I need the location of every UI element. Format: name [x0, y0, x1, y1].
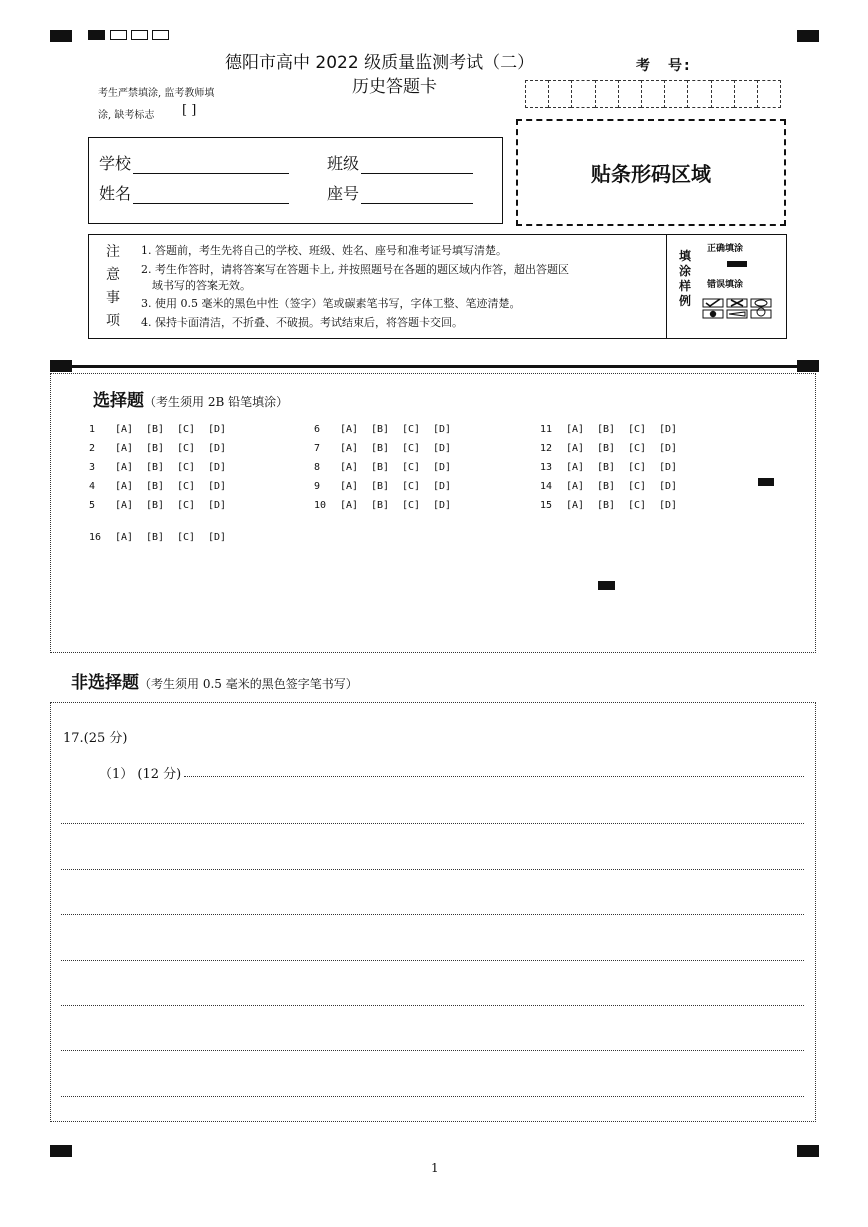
choice-bubble[interactable]: [D] — [433, 481, 452, 492]
timing-mark-empty — [110, 30, 127, 40]
timing-mark-right — [758, 478, 774, 486]
wrong-fill-label: 错误填涂 — [707, 280, 744, 290]
corner-mark-bottom-right — [797, 1145, 819, 1157]
question-number: 12 — [540, 443, 553, 454]
timing-mark-empty — [131, 30, 148, 40]
question-number: 1 — [89, 424, 96, 435]
notice-line: 域书写的答案无效。 — [141, 279, 251, 292]
name-label: 姓名 — [99, 184, 132, 203]
notice-heading: 注 意 事 项 — [106, 244, 120, 329]
separator-mark-right — [797, 360, 819, 372]
choice-bubble[interactable]: [B] — [597, 500, 616, 511]
choice-bubble[interactable]: [C] — [402, 462, 421, 473]
choice-bubble[interactable]: [A] — [340, 481, 359, 492]
choice-bubble[interactable]: [B] — [146, 443, 165, 454]
choice-bubble[interactable]: [D] — [208, 481, 227, 492]
notice-line: 3. 使用 0.5 毫米的黑色中性（签字）笔或碳素笔书写，字体工整、笔迹清楚。 — [141, 297, 521, 310]
choice-bubble[interactable]: [D] — [659, 424, 678, 435]
choice-bubble[interactable]: [D] — [208, 532, 227, 543]
notice-line: 1. 答题前，考生先将自己的学校、班级、姓名、座号和准考证号填写清楚。 — [141, 244, 507, 257]
question-number: 3 — [89, 462, 96, 473]
choice-bubble[interactable]: [B] — [597, 443, 616, 454]
choice-question-row — [314, 443, 464, 454]
notice-lines — [141, 241, 569, 332]
name-field[interactable] — [99, 181, 289, 204]
q17-1-label: （1） (12 分) — [99, 767, 182, 782]
choice-bubble[interactable]: [C] — [177, 443, 196, 454]
choice-bubble[interactable]: [C] — [177, 481, 196, 492]
choice-bubble[interactable]: [D] — [659, 443, 678, 454]
choice-bubble[interactable]: [C] — [402, 481, 421, 492]
school-label: 学校 — [99, 154, 132, 173]
choice-bubble[interactable]: [A] — [566, 424, 585, 435]
choice-question-row — [89, 424, 239, 435]
timing-mark-bottom — [598, 581, 615, 590]
choice-bubble[interactable]: [A] — [566, 481, 585, 492]
choice-question-row — [89, 532, 239, 543]
question-number: 9 — [314, 481, 321, 492]
question-number: 16 — [89, 532, 102, 543]
choice-bubble[interactable]: [D] — [659, 500, 678, 511]
choice-bubble[interactable]: [C] — [177, 500, 196, 511]
choice-question-row — [89, 443, 239, 454]
answer-line — [184, 776, 804, 777]
choice-bubble[interactable]: [C] — [628, 424, 647, 435]
choice-bubble[interactable]: [A] — [115, 500, 134, 511]
choice-question-row — [314, 424, 464, 435]
choice-question-row — [314, 500, 464, 511]
barcode-area — [516, 119, 786, 226]
answer-line — [61, 1050, 804, 1051]
choice-bubble[interactable]: [C] — [177, 532, 196, 543]
question-number: 5 — [89, 500, 96, 511]
school-field[interactable] — [99, 151, 289, 174]
choice-bubble[interactable]: [A] — [566, 500, 585, 511]
choice-bubble[interactable]: [C] — [402, 443, 421, 454]
choice-question-row — [89, 481, 239, 492]
corner-mark-top-right — [797, 30, 819, 42]
wrong-fill-samples — [701, 297, 775, 321]
sample-heading: 填 涂 样 例 — [678, 249, 691, 308]
choice-bubble[interactable]: [C] — [628, 462, 647, 473]
choice-bubble[interactable]: [A] — [340, 500, 359, 511]
corner-mark-bottom-left — [50, 1145, 72, 1157]
notice-box — [88, 234, 787, 339]
choice-bubble[interactable]: [D] — [433, 500, 452, 511]
choice-bubble[interactable]: [C] — [402, 500, 421, 511]
choice-question-row — [540, 462, 690, 473]
section-separator — [68, 365, 798, 368]
choice-question-row — [89, 462, 239, 473]
question-number: 11 — [540, 424, 553, 435]
choice-bubble[interactable]: [B] — [371, 462, 390, 473]
choice-bubble[interactable]: [A] — [566, 443, 585, 454]
choice-bubble[interactable]: [B] — [146, 532, 165, 543]
class-label: 班级 — [327, 154, 360, 173]
choice-bubble[interactable]: [D] — [208, 462, 227, 473]
answer-line — [61, 823, 804, 824]
correct-fill-sample — [727, 261, 747, 267]
corner-mark-top-left — [50, 30, 72, 42]
exam-number-label: 考 号: — [636, 58, 692, 74]
exam-title: 德阳市高中 2022 级质量监测考试（二） — [225, 53, 535, 73]
absent-note-line1: 考生严禁填涂, 监考教师填 — [98, 88, 215, 99]
question-number: 15 — [540, 500, 553, 511]
choice-bubble[interactable]: [D] — [208, 500, 227, 511]
answer-line — [61, 869, 804, 870]
answer-area[interactable] — [50, 702, 816, 1122]
question-number: 10 — [314, 500, 327, 511]
nonchoice-section-title: 非选择题（考生须用 0.5 毫米的黑色签字笔书写） — [71, 673, 358, 693]
question-number: 4 — [89, 481, 96, 492]
question-number: 13 — [540, 462, 553, 473]
question-number: 8 — [314, 462, 321, 473]
choice-bubble[interactable]: [D] — [208, 424, 227, 435]
notice-divider — [666, 235, 667, 338]
choice-section — [50, 373, 816, 653]
choice-bubble[interactable]: [D] — [208, 443, 227, 454]
choice-bubble[interactable]: [A] — [340, 443, 359, 454]
notice-line: 4. 保持卡面清洁，不折叠、不破损。考试结束后，将答题卡交回。 — [141, 316, 463, 329]
choice-section-title: 选择题（考生须用 2B 铅笔填涂） — [93, 391, 289, 411]
answer-line — [61, 960, 804, 961]
student-info-box — [88, 137, 503, 224]
choice-bubble[interactable]: [D] — [659, 462, 678, 473]
question-number: 6 — [314, 424, 321, 435]
choice-bubble[interactable]: [C] — [628, 481, 647, 492]
seat-label: 座号 — [327, 184, 360, 203]
choice-question-row — [314, 481, 464, 492]
choice-bubble[interactable]: [A] — [115, 481, 134, 492]
q17-label: 17.(25 分) — [63, 731, 128, 746]
choice-question-row — [540, 481, 690, 492]
page-number: 1 — [431, 1161, 439, 1175]
choice-bubble[interactable]: [A] — [115, 532, 134, 543]
choice-bubble[interactable]: [C] — [177, 462, 196, 473]
seat-field[interactable] — [327, 181, 473, 204]
choice-bubble[interactable]: [B] — [371, 481, 390, 492]
choice-bubble[interactable]: [B] — [146, 500, 165, 511]
barcode-label: 贴条形码区域 — [591, 162, 711, 186]
question-number: 14 — [540, 481, 553, 492]
choice-bubble[interactable]: [A] — [566, 462, 585, 473]
choice-bubble[interactable]: [A] — [115, 443, 134, 454]
answer-line — [61, 1005, 804, 1006]
absent-mark-box[interactable]: [ ] — [182, 103, 197, 118]
choice-bubble[interactable]: [B] — [597, 481, 616, 492]
answer-line — [61, 914, 804, 915]
choice-question-row — [314, 462, 464, 473]
question-number: 2 — [89, 443, 96, 454]
choice-bubble[interactable]: [B] — [371, 500, 390, 511]
choice-bubble[interactable]: [A] — [340, 424, 359, 435]
choice-bubble[interactable]: [D] — [433, 443, 452, 454]
choice-bubble[interactable]: [C] — [177, 424, 196, 435]
choice-bubble[interactable]: [D] — [433, 462, 452, 473]
timing-mark-filled — [88, 30, 105, 40]
choice-bubble[interactable]: [A] — [115, 462, 134, 473]
choice-question-row — [540, 500, 690, 511]
choice-bubble[interactable]: [B] — [371, 424, 390, 435]
choice-bubble[interactable]: [B] — [146, 481, 165, 492]
choice-bubble[interactable]: [B] — [146, 462, 165, 473]
choice-bubble[interactable]: [A] — [115, 424, 134, 435]
choice-bubble[interactable]: [B] — [371, 443, 390, 454]
choice-bubble[interactable]: [C] — [402, 424, 421, 435]
class-field[interactable] — [327, 151, 473, 174]
choice-question-row — [540, 424, 690, 435]
exam-subtitle: 历史答题卡 — [352, 77, 437, 97]
notice-line: 2. 考生作答时，请将答案写在答题卡上, 并按照题号在各题的题区域内作答，超出答题区 — [141, 263, 569, 276]
choice-bubble[interactable]: [B] — [597, 462, 616, 473]
choice-bubble[interactable]: [A] — [340, 462, 359, 473]
exam-number-cells[interactable] — [525, 80, 781, 108]
choice-question-row — [540, 443, 690, 454]
choice-bubble[interactable]: [B] — [146, 424, 165, 435]
choice-bubble[interactable]: [C] — [628, 443, 647, 454]
answer-line — [61, 1096, 804, 1097]
question-number: 7 — [314, 443, 321, 454]
choice-bubble[interactable]: [B] — [597, 424, 616, 435]
correct-fill-label: 正确填涂 — [707, 244, 744, 254]
absent-note-line2: 涂, 缺考标志 — [98, 110, 155, 121]
timing-mark-empty — [152, 30, 169, 40]
choice-bubble[interactable]: [C] — [628, 500, 647, 511]
choice-question-row — [89, 500, 239, 511]
choice-bubble[interactable]: [D] — [433, 424, 452, 435]
choice-bubble[interactable]: [D] — [659, 481, 678, 492]
